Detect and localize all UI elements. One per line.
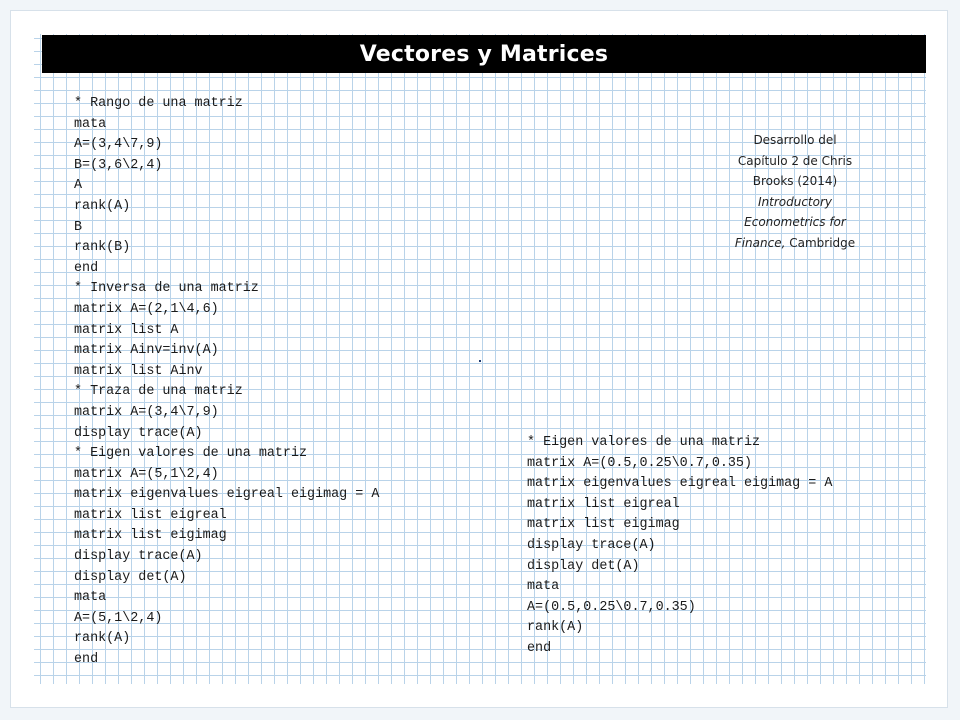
reference-book-title: Econometrics for: [744, 215, 846, 230]
code-line: * Eigen valores de una matriz: [527, 435, 761, 450]
code-line: end: [74, 260, 99, 276]
reference-line: [710, 192, 880, 213]
code-line: matrix list eigreal: [527, 496, 680, 512]
code-line: A: [74, 178, 83, 194]
code-line: mata: [74, 590, 107, 606]
code-line: matrix A=(5,1\2,4): [74, 466, 219, 482]
code-line: display trace(A): [74, 425, 203, 441]
code-line: end: [74, 652, 99, 668]
reference-line: Capítulo 2 de Chris: [737, 153, 853, 168]
code-line: mata: [74, 116, 107, 132]
reference-line: Brooks (2014): [752, 174, 838, 189]
code-line: A=(0.5,0.25\0.7,0.35): [527, 599, 696, 615]
code-line: matrix A=(2,1\4,6): [74, 301, 219, 317]
code-line: * Traza de una matriz: [74, 384, 243, 400]
code-line: matrix list eigimag: [74, 528, 227, 544]
code-block-right: [527, 433, 832, 660]
code-line: display trace(A): [74, 549, 203, 565]
reference-note: [710, 130, 880, 254]
code-block-left: [74, 94, 379, 671]
code-line: display trace(A): [527, 537, 656, 553]
code-line: rank(A): [527, 620, 584, 636]
reference-line: [710, 212, 880, 233]
code-line: rank(A): [74, 631, 131, 647]
code-line: A=(5,1\2,4): [74, 610, 163, 626]
stray-dot: [479, 360, 481, 362]
reference-line: Desarrollo del: [753, 133, 837, 147]
code-line: matrix list A: [74, 322, 179, 338]
code-line: display det(A): [74, 569, 187, 585]
reference-line: [710, 233, 880, 254]
reference-book-title: Finance,: [734, 235, 786, 250]
code-line: matrix Ainv=inv(A): [74, 343, 219, 359]
reference-publisher: Cambridge: [785, 235, 856, 250]
reference-book-title: Introductory: [757, 194, 833, 209]
code-line: matrix list eigimag: [527, 517, 680, 533]
code-line: display det(A): [527, 558, 640, 574]
code-line: matrix list eigreal: [74, 507, 227, 523]
code-line: A=(3,4\7,9): [74, 137, 163, 153]
code-line: matrix list Ainv: [74, 363, 203, 379]
code-line: * Inversa de una matriz: [74, 281, 259, 297]
code-line: matrix eigenvalues eigreal eigimag = A: [74, 487, 380, 503]
code-line: rank(A): [74, 198, 131, 214]
code-line: matrix eigenvalues eigreal eigimag = A: [527, 476, 833, 492]
code-line: mata: [527, 579, 560, 595]
code-line: * Rango de una matriz: [74, 96, 243, 111]
code-line: rank(B): [74, 240, 131, 256]
code-line: end: [527, 640, 552, 656]
code-line: * Eigen valores de una matriz: [74, 446, 308, 462]
code-line: matrix A=(0.5,0.25\0.7,0.35): [527, 455, 752, 471]
code-line: B=(3,6\2,4): [74, 157, 163, 173]
slide-title: Vectores y Matrices: [42, 35, 926, 73]
code-line: matrix A=(3,4\7,9): [74, 404, 219, 420]
code-line: B: [74, 219, 83, 235]
